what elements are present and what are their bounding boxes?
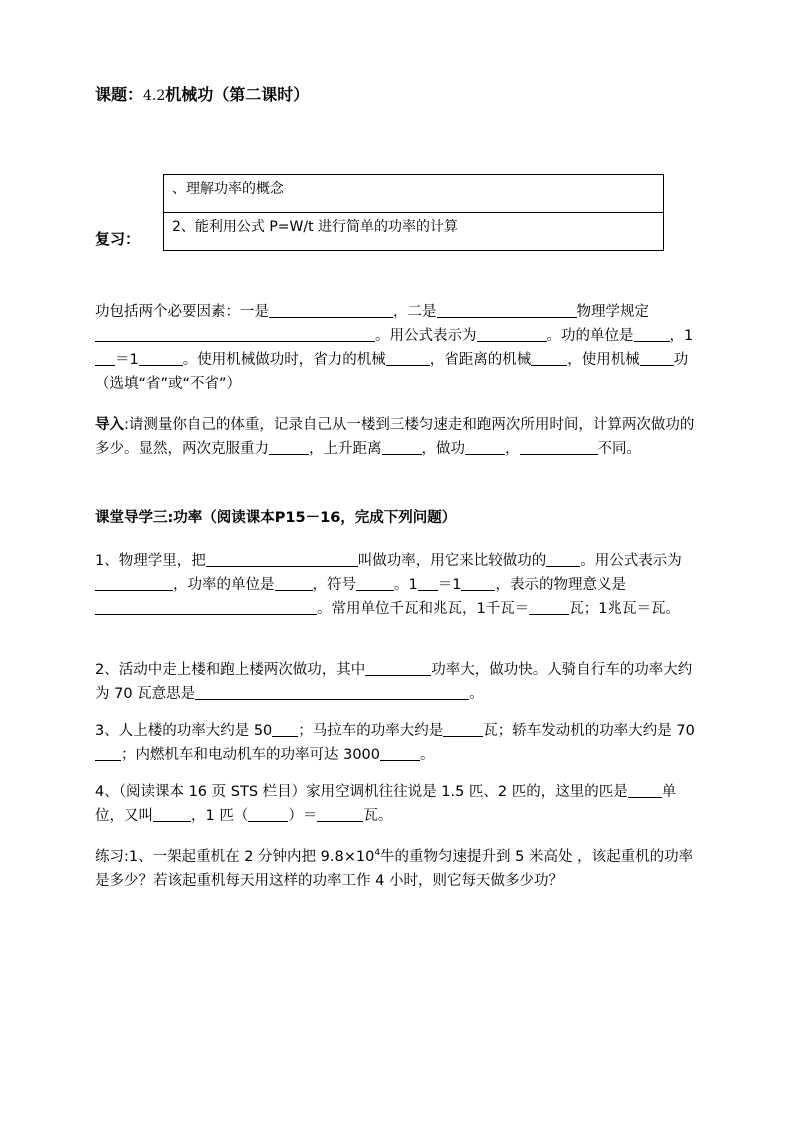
exponent: 4 [374,848,381,858]
objectives-table [163,174,664,251]
blank-line[interactable] [356,575,394,591]
question-1: 1、物理学里，把 叫做功率，用它来比较做功的 。用公式表示为，功率的单位是 ，符号 。1 ＝1 ，表示的物理意义是。常用单位千瓦和兆瓦，1千瓦＝ 瓦；1兆瓦＝瓦。 [95,553,682,617]
blank-line[interactable] [418,575,438,591]
title-number: 4.2 [143,88,166,104]
blank-line[interactable] [382,439,422,455]
question-3: 3、人上楼的功率大约是 50 ；马拉车的功率大约是 瓦；轿车发动机的功率大约是 70；内燃机车和电动机车的功率可达 3000 。 [95,723,695,763]
title-name: 机械功（第二课时） [165,85,310,104]
blank-line[interactable] [443,721,483,737]
blank-line[interactable] [95,575,173,591]
blank-line[interactable] [95,326,375,342]
review-label: 复习： [95,230,141,248]
blank-line[interactable] [634,326,670,342]
blank-line[interactable] [628,782,662,798]
blank-line[interactable] [206,551,358,567]
blank-line[interactable] [437,302,577,318]
question-4: 4、（阅读课本 16 页 STS 栏目）家用空调机往往说是 1.5 匹、2 匹的，这里的匹是 单位，又叫 ，1 匹（ ）＝ 瓦。 [95,784,677,824]
blank-line[interactable] [95,350,115,366]
blank-line[interactable] [275,575,313,591]
section-heading: 课堂导学三:功率（阅读课本P15－16，完成下列问题） [95,510,457,526]
intro-label: 导入 [95,417,124,433]
work-review-paragraph: 功包括两个必要因素：一是 ，二是 物理学规定。用公式表示为 。功的单位是 ，1＝1 。使用机械做功时，省力的机械 ，省距离的机械 ，使用机械 功（选填“省”或“不省”） [95,304,694,392]
intro-paragraph: 导入:请测量你自己的体重，记录自己从一楼到三楼匀速走和跑两次所用时间，计算两次做功的多少。显然，两次克服重力 ，上升距离 ，做功 ， 不同。 [95,417,695,457]
practice-problem: 练习:1、一架起重机在 2 分钟内把 $9.8\times 10^4$牛的重物匀速提升到 5 米高处 ，该起重机的功率是多少？若该起重机每天用这样的功率工作 4 小时，则它每天做多少功？ [95,848,694,889]
blank-line[interactable] [365,660,431,676]
blank-line[interactable] [380,745,420,761]
blank-line[interactable] [531,350,567,366]
blank-line[interactable] [386,350,430,366]
title-prefix: 课题： [95,85,144,104]
blank-line[interactable] [269,302,393,318]
blank-line[interactable] [465,439,505,455]
blank-line[interactable] [529,599,569,615]
blank-line[interactable] [272,721,298,737]
page-title [95,82,309,105]
blank-line[interactable] [95,745,121,761]
blank-line[interactable] [317,806,363,822]
blank-line[interactable] [195,684,469,700]
blank-line[interactable] [269,439,309,455]
blank-line[interactable] [248,806,288,822]
objective-row: 、理解功率的概念 [164,175,663,213]
blank-line[interactable] [477,326,547,342]
blank-line[interactable] [139,350,183,366]
blank-line[interactable] [461,575,495,591]
blank-line[interactable] [640,350,674,366]
blank-line[interactable] [546,551,580,567]
practice-label: 练习: [95,848,129,865]
question-2: 2、活动中走上楼和跑上楼两次做功，其中 功率大，做功快。人骑自行车的功率大约为 70 瓦意思是 。 [95,662,693,702]
objective-row: 2、能利用公式 P=W/t 进行简单的功率的计算 [172,219,459,235]
blank-line[interactable] [520,439,598,455]
blank-line[interactable] [153,806,191,822]
blank-line[interactable] [95,599,317,615]
